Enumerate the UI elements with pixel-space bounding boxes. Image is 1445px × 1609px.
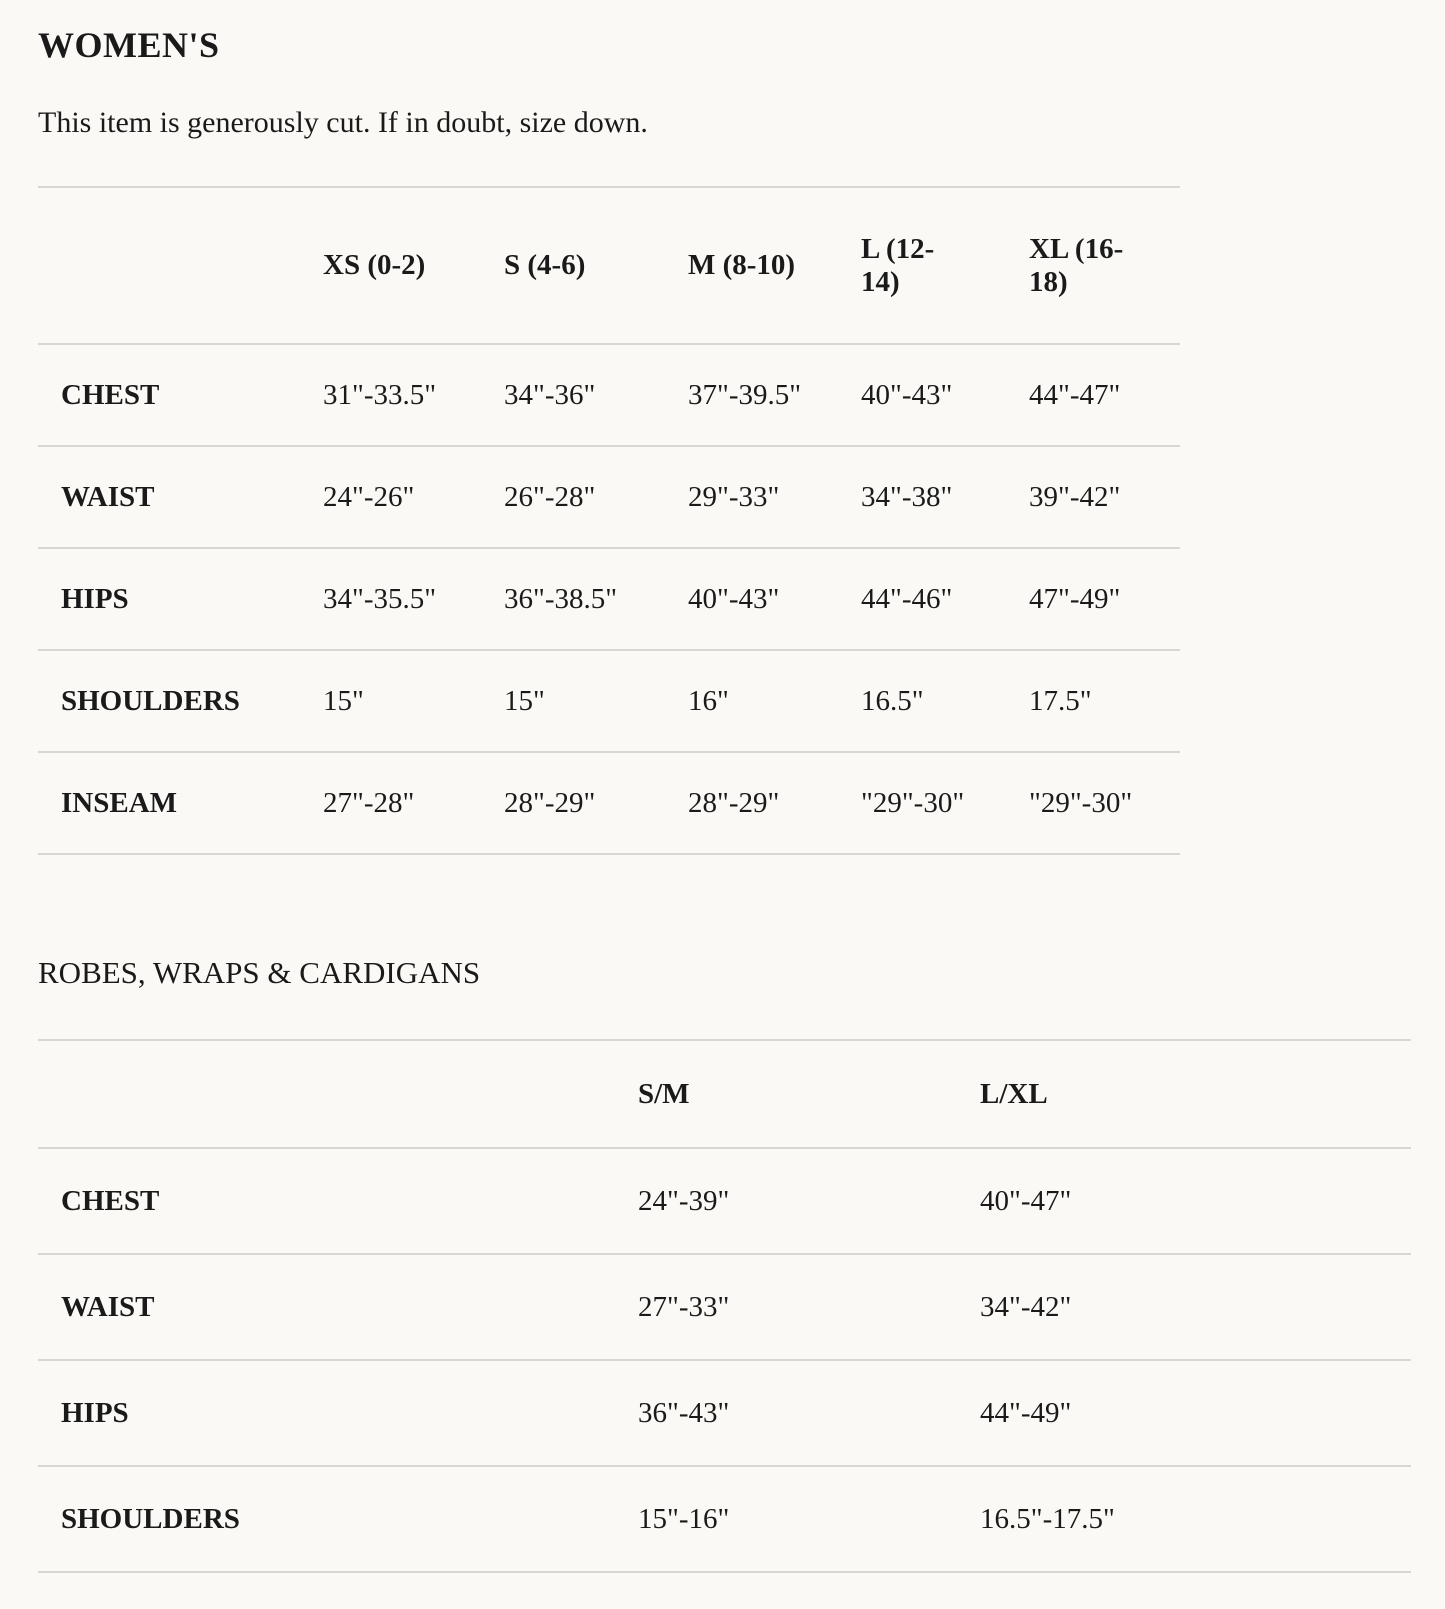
cell-hips-m: 40"-43" <box>688 548 861 650</box>
fit-note: This item is generously cut. If in doubt, size down. <box>38 106 648 139</box>
womens-column-header-m <box>688 187 861 344</box>
cell-waist-s: 26"-28" <box>504 446 688 548</box>
cell-robes-chest-lxl: 40"-47" <box>980 1148 1411 1254</box>
table-row-hips <box>38 548 1180 650</box>
cell-chest-m: 37"-39.5" <box>688 344 861 446</box>
cell-waist-m: 29"-33" <box>688 446 861 548</box>
cell-robes-shoulders-lxl: 16.5"-17.5" <box>980 1466 1411 1572</box>
cell-hips-s: 36"-38.5" <box>504 548 688 650</box>
robes-column-header-sm: S/M <box>638 1040 980 1148</box>
cell-inseam-xs: 27"-28" <box>323 752 504 854</box>
cell-chest-xl: 44"-47" <box>1029 344 1180 446</box>
row-label-robes-waist: WAIST <box>38 1254 638 1360</box>
row-label-chest: CHEST <box>38 344 323 446</box>
cell-chest-l: 40"-43" <box>861 344 1029 446</box>
cell-shoulders-s: 15" <box>504 650 688 752</box>
column-header-label: M (8-10) <box>688 249 796 281</box>
cell-waist-xl: 39"-42" <box>1029 446 1180 548</box>
table-row-robes-hips <box>38 1360 1411 1466</box>
cell-hips-xs: 34"-35.5" <box>323 548 504 650</box>
cell-hips-l: 44"-46" <box>861 548 1029 650</box>
robes-column-header-lxl: L/XL <box>980 1040 1411 1148</box>
womens-column-header-xl <box>1029 187 1180 344</box>
row-label-robes-chest: CHEST <box>38 1148 638 1254</box>
cell-hips-xl: 47"-49" <box>1029 548 1180 650</box>
cell-robes-hips-sm: 36"-43" <box>638 1360 980 1466</box>
cell-robes-waist-lxl: 34"-42" <box>980 1254 1411 1360</box>
row-label-waist: WAIST <box>38 446 323 548</box>
column-header-label: XS (0-2) <box>323 249 426 281</box>
column-header-label: XL (16-18) <box>1029 232 1124 298</box>
cell-shoulders-m: 16" <box>688 650 861 752</box>
row-label-robes-shoulders: SHOULDERS <box>38 1466 638 1572</box>
cell-inseam-m: 28"-29" <box>688 752 861 854</box>
row-label-hips: HIPS <box>38 548 323 650</box>
cell-robes-shoulders-sm: 15"-16" <box>638 1466 980 1572</box>
robes-header-row <box>38 1040 1411 1148</box>
womens-column-header-l <box>861 187 1029 344</box>
table-row-chest <box>38 344 1180 446</box>
womens-column-header-xs <box>323 187 504 344</box>
row-label-shoulders: SHOULDERS <box>38 650 323 752</box>
womens-header-empty-cell <box>38 187 323 344</box>
cell-shoulders-xl: 17.5" <box>1029 650 1180 752</box>
cell-waist-l: 34"-38" <box>861 446 1029 548</box>
row-label-robes-hips: HIPS <box>38 1360 638 1466</box>
cell-robes-waist-sm: 27"-33" <box>638 1254 980 1360</box>
womens-size-table <box>38 186 1180 855</box>
robes-header-empty-cell <box>38 1040 638 1148</box>
row-label-inseam: INSEAM <box>38 752 323 854</box>
cell-chest-xs: 31"-33.5" <box>323 344 504 446</box>
cell-chest-s: 34"-36" <box>504 344 688 446</box>
robes-section-title: ROBES, WRAPS & CARDIGANS <box>38 955 481 990</box>
table-row-inseam <box>38 752 1180 854</box>
cell-waist-xs: 24"-26" <box>323 446 504 548</box>
robes-size-table <box>38 1039 1411 1573</box>
table-row-robes-chest <box>38 1148 1411 1254</box>
cell-inseam-s: 28"-29" <box>504 752 688 854</box>
table-row-shoulders <box>38 650 1180 752</box>
column-header-label: S (4-6) <box>504 249 586 281</box>
womens-column-header-s <box>504 187 688 344</box>
table-row-robes-waist <box>38 1254 1411 1360</box>
cell-robes-hips-lxl: 44"-49" <box>980 1360 1411 1466</box>
cell-shoulders-l: 16.5" <box>861 650 1029 752</box>
womens-header-row <box>38 187 1180 344</box>
column-header-label: L (12-14) <box>861 232 935 298</box>
cell-inseam-xl: "29"-30" <box>1029 752 1180 854</box>
cell-robes-chest-sm: 24"-39" <box>638 1148 980 1254</box>
page-title: WOMEN'S <box>38 25 220 65</box>
table-row-robes-shoulders <box>38 1466 1411 1572</box>
cell-inseam-l: "29"-30" <box>861 752 1029 854</box>
cell-shoulders-xs: 15" <box>323 650 504 752</box>
table-row-waist <box>38 446 1180 548</box>
